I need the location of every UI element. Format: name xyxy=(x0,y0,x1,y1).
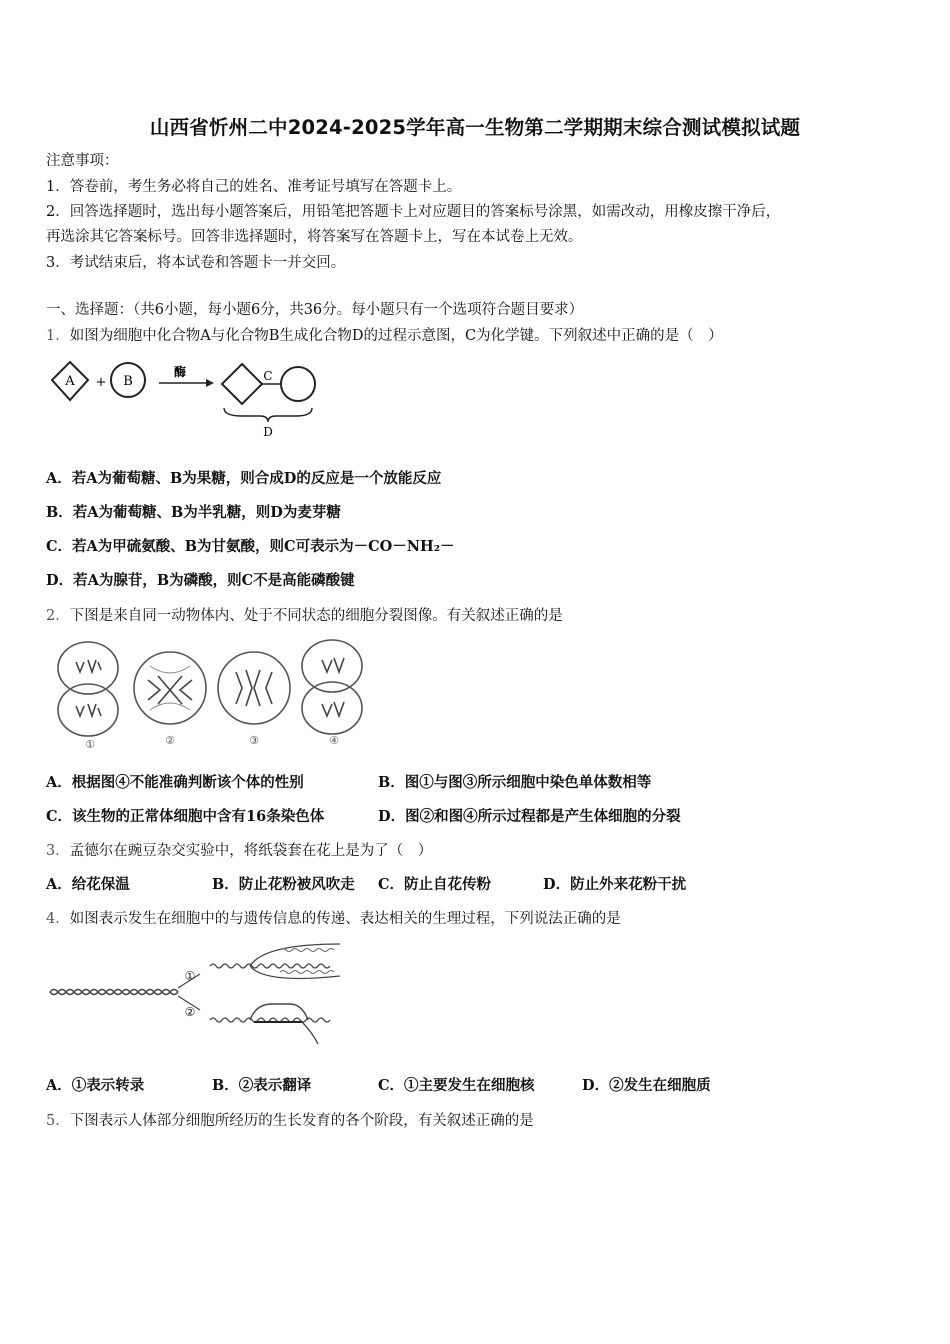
notice-item-3: 3．考试结束后，将本试卷和答题卡一并交回。 xyxy=(46,255,346,271)
option-3d: D．防止外来花粉干扰 xyxy=(543,876,687,893)
cell-3 xyxy=(218,652,290,724)
option-4c: C．①主要发生在细胞核 xyxy=(378,1077,535,1094)
label-a: A xyxy=(65,374,75,389)
figure-q4-dna-processes xyxy=(50,940,340,1052)
question-5 xyxy=(46,1111,534,1131)
option-4b: B．②表示翻译 xyxy=(212,1077,312,1094)
option-3a: A．给花保温 xyxy=(46,876,130,893)
option-1a: A．若A为葡萄糖、B为果糖，则合成D的反应是一个放能反应 xyxy=(46,470,442,487)
label-cell-4: ④ xyxy=(329,734,339,747)
section-heading: 一、选择题：（共6小题，每小题6分，共36分。每小题只有一个选项符合题目要求） xyxy=(46,302,584,318)
plus-sign: + xyxy=(95,375,107,390)
product-diamond xyxy=(222,364,262,404)
figure-q1-compound-reaction xyxy=(46,356,326,440)
replication-fork-top xyxy=(210,964,330,968)
label-d: D xyxy=(263,425,273,439)
cell-2 xyxy=(134,652,206,724)
question-stem: 下图是来自同一动物体内、处于不同状态的细胞分裂图像。有关叙述正确的是 xyxy=(69,608,563,624)
label-b: B xyxy=(123,374,133,389)
label-cell-2: ② xyxy=(165,734,175,747)
option-2c: C．该生物的正常体细胞中含有16条染色体 xyxy=(46,808,325,825)
label-c: C xyxy=(263,369,273,383)
question-stem: 如图为细胞中化合物A与化合物B生成化合物D的过程示意图，C为化学键。下列叙述中正确的是（ ） xyxy=(69,328,723,344)
question-stem: 下图表示人体部分细胞所经历的生长发育的各个阶段，有关叙述正确的是 xyxy=(69,1113,534,1129)
notice-item-2-cont: 再选涂其它答案标号。回答非选择题时，将答案写在答题卡上，写在本试卷上无效。 xyxy=(46,229,583,245)
question-stem: 孟德尔在豌豆杂交实验中，将纸袋套在花上是为了（ ） xyxy=(69,843,433,859)
question-number: 4． xyxy=(46,911,70,927)
label-process-1: ① xyxy=(184,969,196,983)
notice-item-2: 2．回答选择题时，选出每小题答案后，用铅笔把答题卡上对应题目的答案标号涂黑，如需改动，用橡皮擦干净后， xyxy=(46,204,781,220)
label-process-2: ② xyxy=(184,1005,196,1019)
option-1c: C．若A为甲硫氨酸、B为甘氨酸，则C可表示为－CO－NH₂－ xyxy=(46,538,455,555)
cell-1 xyxy=(58,642,118,736)
cell-4 xyxy=(302,640,362,734)
question-number: 5． xyxy=(46,1113,70,1129)
question-stem: 如图表示发生在细胞中的与遗传信息的传递、表达相关的生理过程，下列说法正确的是 xyxy=(69,911,621,927)
option-2a: A．根据图④不能准确判断该个体的性别 xyxy=(46,774,304,791)
option-4d: D．②发生在细胞质 xyxy=(582,1077,711,1094)
question-4 xyxy=(46,909,621,929)
option-3c: C．防止自花传粉 xyxy=(378,876,492,893)
label-enzyme: 酶 xyxy=(173,365,187,379)
option-1b: B．若A为葡萄糖、B为半乳糖，则D为麦芽糖 xyxy=(46,504,341,521)
question-number: 1． xyxy=(46,328,70,344)
option-3b: B．防止花粉被风吹走 xyxy=(212,876,355,893)
option-2d: D．图②和图④所示过程都是产生体细胞的分裂 xyxy=(378,808,681,825)
option-1d: D．若A为腺苷，B为磷酸，则C不是高能磷酸键 xyxy=(46,572,355,589)
figure-q2-cell-division xyxy=(50,640,380,752)
notice-item-1: 1．答卷前，考生务必将自己的姓名、准考证号填写在答题卡上。 xyxy=(46,179,462,195)
page-title: 山西省忻州二中2024-2025学年高一生物第二学期期末综合测试模拟试题 xyxy=(149,116,801,139)
question-2 xyxy=(46,606,563,626)
notice-heading: 注意事项： xyxy=(46,153,119,169)
arrow-head xyxy=(206,379,214,387)
question-3 xyxy=(46,841,432,861)
brace-d xyxy=(224,408,312,422)
option-2b: B．图①与图③所示细胞中染色单体数相等 xyxy=(378,774,652,791)
question-number: 2． xyxy=(46,608,70,624)
label-cell-1: ① xyxy=(85,738,95,751)
label-cell-3: ③ xyxy=(249,734,259,747)
question-number: 3． xyxy=(46,843,70,859)
question-1 xyxy=(46,326,723,346)
option-4a: A．①表示转录 xyxy=(46,1077,145,1094)
product-circle xyxy=(281,367,315,401)
